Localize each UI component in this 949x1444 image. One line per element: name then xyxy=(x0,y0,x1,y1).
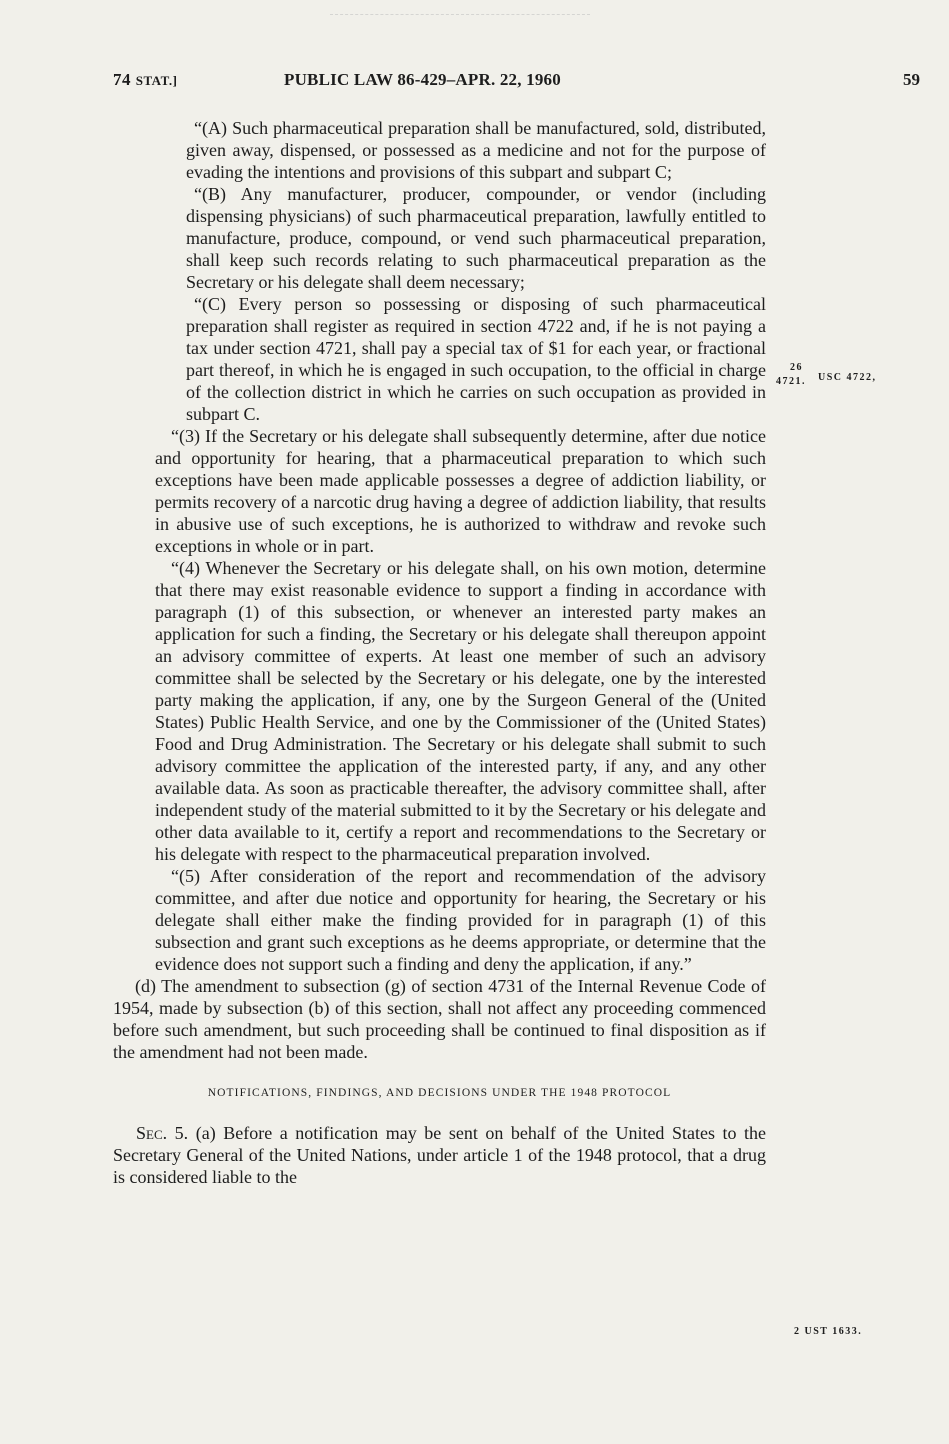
page-number: 59 xyxy=(903,70,920,89)
subsection-d: (d) The amendment to subsection (g) of section 4731 of the Internal Revenue Code of 1954, made by subsection (b) of this section, shall not affect any proceeding commenced before such amendment, but such proceeding shall be continued to final disposition as if the amendment had not been made. xyxy=(113,976,766,1062)
margin-note-ust: 2 UST 1633. xyxy=(794,1326,863,1337)
usc-section: 4721. xyxy=(776,376,806,387)
paragraph-3: “(3) If the Secretary or his delegate shall subsequently determine, after due notice and opportunity for hearing, that a pharmaceutical preparation to which such exceptions have been made applicable possesses a degree of addiction liability, or permits recovery of a narcotic drug having a degree of addiction liability, that results in abusive use of such exceptions, he is authorized to withdraw and revoke such exceptions in whole or in part. xyxy=(155,426,766,556)
usc-citation: USC 4722, xyxy=(818,372,877,383)
statute-volume: 74 STAT.] xyxy=(113,70,178,89)
section-heading: NOTIFICATIONS, FINDINGS, AND DECISIONS UNDER THE 1948 PROTOCOL xyxy=(207,1087,672,1099)
paragraph-C: “(C) Every person so possessing or disposing of such pharmaceutical preparation shall register as required in section 4722 and, if he is not paying a tax under section 4721, shall pay a special tax of $1 for each year, or fractional part thereof, in which he is engaged in such occupation, to the official in charge of the collection district in which he carries on such occupation as provided in subpart C. xyxy=(186,294,766,424)
section-label: Sec. 5. xyxy=(136,1123,189,1143)
section-5-text: (a) Before a notification may be sent on behalf of the United States to the Secretary General of the United Nations, under article 1 of the 1948 protocol, that a drug is considered liable to the xyxy=(113,1123,767,1187)
paragraph-B: “(B) Any manufacturer, producer, compounder, or vendor (including dispensing physicians) of such pharmaceutical preparation, lawfully entitled to manufacture, produce, compound, or vend such pharmaceutical preparation, shall keep such records relating to such pharmaceutical preparation as the Secretary or his delegate shall deem necessary; xyxy=(186,184,766,292)
header-title: PUBLIC LAW 86-429–APR. 22, 1960 xyxy=(284,70,561,89)
margin-note-usc xyxy=(776,362,877,387)
section-5-paragraph xyxy=(113,1122,766,1188)
paragraph-4: “(4) Whenever the Secretary or his delegate shall, on his own motion, determine that there may exist reasonable evidence to support a finding in accordance with paragraph (1) of this subsection, or whenever an interested party makes an application for such a finding, the Secretary or his delegate shall thereupon appoint an advisory committee of experts. At least one member of such an advisory committee shall be selected by the Secretary or his delegate, one by the interested party making the application, if any, one by the Surgeon General of the (United States) Public Health Service, and one by the Commissioner of the (United States) Food and Drug Administration. The Secretary or his delegate shall submit to such advisory committee the application of the interested party, if any, and any other available data. As soon as practicable thereafter, the advisory committee shall, after independent study of the material submitted to it by the Secretary or his delegate and other data available to it, certify a report and recommendations to the Secretary or his delegate with respect to the pharmaceutical preparation involved. xyxy=(155,558,766,864)
paragraph-A: “(A) Such pharmaceutical preparation shall be manufactured, sold, distributed, given away, dispensed, or possessed as a medicine and not for the purpose of evading the intentions and provisions of this subpart and subpart C; xyxy=(186,118,766,182)
running-header xyxy=(113,70,920,100)
paragraph-5: “(5) After consideration of the report and recommendation of the advisory committee, and after due notice and opportunity for hearing, the Secretary or his delegate shall either make the finding provided for in paragraph (1) of this subsection and grant such exceptions as he deems appropriate, or determine that the evidence does not support such a finding and deny the application, if any.” xyxy=(155,866,766,974)
usc-title-number: 26 xyxy=(790,362,803,373)
body-text xyxy=(113,117,766,1188)
scan-artifact xyxy=(330,0,590,15)
